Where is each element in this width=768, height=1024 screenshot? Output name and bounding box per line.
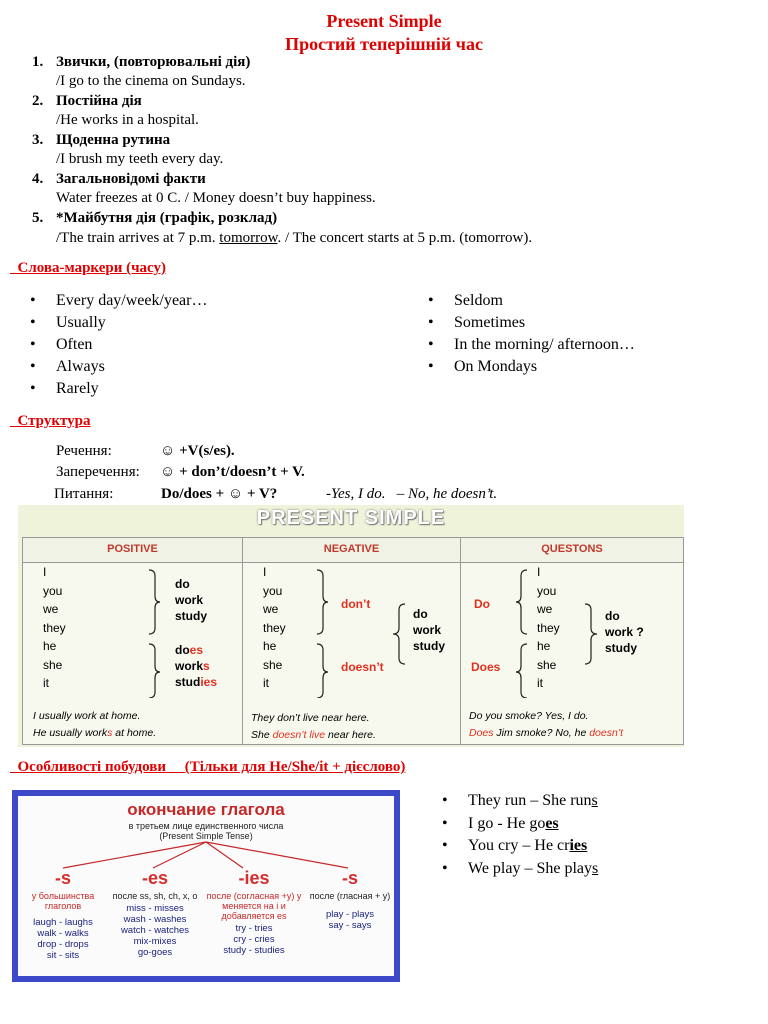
neg-aux-dont: don’t bbox=[341, 597, 371, 611]
structure-label: Речення: bbox=[56, 443, 112, 459]
neg-verbs: do work study bbox=[413, 607, 446, 653]
q-aux-do: Do bbox=[474, 597, 490, 611]
endings-subtitle: в третьем лице единственного числа bbox=[128, 821, 284, 831]
features-heading: Особливості побудови (Тільки для He/She/it + дієслово) bbox=[17, 759, 406, 775]
use-example: /I go to the cinema on Sundays. bbox=[56, 73, 246, 89]
ending-col-s: -s у большинства глаголов laugh - laughs walk - walks drop - drops sit - sits bbox=[31, 868, 95, 961]
use-number: 1. bbox=[32, 54, 44, 70]
pos-verbs-3rd: does works studies bbox=[175, 643, 218, 689]
feature-example: • They run – She runs bbox=[442, 792, 598, 809]
markers-heading: Слова-маркери (часу) bbox=[17, 260, 166, 276]
structure-label: Питання: bbox=[54, 486, 114, 502]
present-simple-table-image bbox=[18, 505, 684, 747]
use-heading: Звички, (повторювальні дія) bbox=[56, 54, 251, 70]
structure-answer: -Yes, I do. – No, he doesn’t. bbox=[326, 486, 498, 502]
use-example: /I brush my teeth every day. bbox=[56, 151, 224, 167]
neg-aux-doesnt: doesn’t bbox=[341, 660, 384, 674]
marker-item: • Seldom bbox=[428, 292, 503, 309]
use-number: 4. bbox=[32, 171, 44, 187]
neg-example: They don’t live near here. She doesn’t live near here. bbox=[251, 712, 376, 741]
marker-item: • In the morning/ afternoon… bbox=[428, 336, 635, 353]
structure-formula: Do/does + ☺ + V? bbox=[161, 486, 278, 502]
ending-col-ies: -ies после (согласная +y) у меняется на i и добавляется es try - tries cry - cries study - studies bbox=[206, 868, 302, 956]
markers-col-2 bbox=[428, 290, 635, 378]
verb-endings-image bbox=[12, 790, 400, 982]
brace-icon bbox=[147, 568, 161, 698]
markers-col-1 bbox=[30, 290, 207, 400]
use-example: /The train arrives at 7 p.m. tomorrow. / The concert starts at 5 p.m. (tomorrow). bbox=[56, 230, 533, 246]
use-heading: Щоденна рутина bbox=[56, 132, 171, 148]
table-title: PRESENT SIMPLE bbox=[256, 507, 446, 529]
feature-example: • You cry – He cries bbox=[442, 837, 588, 854]
page-subtitle: Простий теперішній час bbox=[285, 34, 483, 54]
pronoun-list: I you we they he she it bbox=[537, 565, 560, 690]
header-positive: POSITIVE bbox=[107, 543, 158, 555]
marker-item: • On Mondays bbox=[428, 358, 538, 375]
brace-icon bbox=[515, 568, 605, 698]
tense-table bbox=[22, 537, 684, 745]
marker-item: • Sometimes bbox=[428, 314, 526, 331]
ending-col-s-vowel: -s после (гласная + y) play - plays say - says bbox=[309, 868, 391, 931]
structure-formula: ☺ + don’t/doesn’t + V. bbox=[160, 464, 305, 480]
marker-item: • Often bbox=[30, 336, 93, 353]
use-heading: Загальновідомі факти bbox=[56, 171, 206, 187]
use-number: 5. bbox=[32, 210, 44, 226]
use-number: 3. bbox=[32, 132, 44, 148]
feature-examples bbox=[442, 790, 598, 880]
header-negative: NEGATIVE bbox=[323, 543, 380, 555]
use-example: Water freezes at 0 C. / Money doesn’t buy happiness. bbox=[56, 190, 376, 206]
use-heading: *Майбутня дія (графік, розклад) bbox=[56, 210, 278, 226]
structure-formula: ☺ +V(s/es). bbox=[160, 443, 235, 459]
feature-example: • I go - He goes bbox=[442, 814, 559, 832]
use-number: 2. bbox=[32, 93, 44, 109]
structure-heading: Структура bbox=[17, 413, 91, 429]
marker-item: • Rarely bbox=[30, 380, 99, 397]
structure-label: Заперечення: bbox=[56, 464, 140, 480]
ending-col-es: -es после ss, sh, ch, x, o miss - misses wash - washes watch - watches mix-mixes go-goes bbox=[112, 868, 198, 958]
use-example: /He works in a hospital. bbox=[56, 112, 199, 128]
use-heading: Постійна дія bbox=[56, 93, 142, 109]
marker-item: • Usually bbox=[30, 314, 106, 331]
marker-item: • Every day/week/year… bbox=[30, 292, 208, 309]
pos-verbs: do work study bbox=[175, 577, 208, 623]
q-aux-does: Does bbox=[471, 660, 501, 674]
q-example: Do you smoke? Yes, I do. Does Jim smoke? No, he doesn’t bbox=[469, 710, 624, 739]
pronoun-list: I you we they he she it bbox=[43, 565, 66, 690]
endings-subtitle-2: (Present Simple Tense) bbox=[159, 831, 253, 841]
header-questions: QUESTONS bbox=[541, 543, 603, 555]
page-title: Present Simple bbox=[326, 11, 442, 31]
q-verbs: do work ? study bbox=[605, 609, 644, 655]
feature-example: • We play – She plays bbox=[442, 859, 599, 877]
endings-title: окончание глагола bbox=[127, 800, 285, 819]
pos-example: I usually work at home. He usually works at home. bbox=[33, 710, 157, 739]
marker-item: • Always bbox=[30, 358, 105, 375]
pronoun-list: I you we they he she it bbox=[263, 565, 286, 690]
